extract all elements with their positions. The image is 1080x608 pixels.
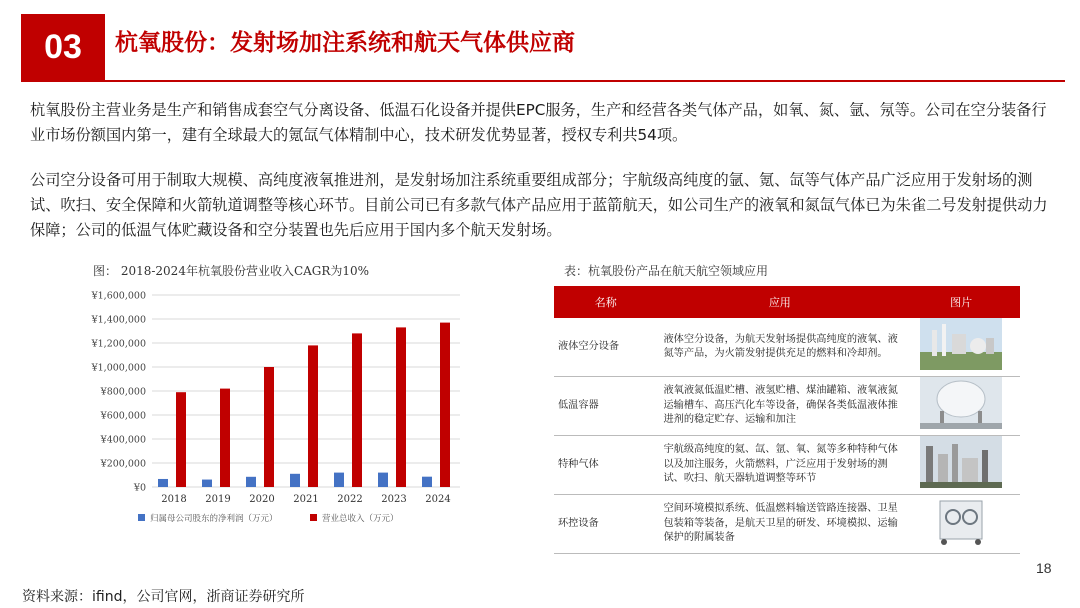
x-tick-label: 2020 — [249, 494, 275, 505]
product-name: 特种气体 — [554, 436, 657, 495]
net-profit-bar — [290, 474, 300, 487]
revenue-bar — [176, 392, 186, 487]
product-application: 宇航级高纯度的氦、氙、氩、氧、氮等多种特种气体以及加注服务，火箭燃料，广泛应用于发射场的测试、吹扫、航天器轨道调整等环节 — [657, 436, 902, 495]
page-number: 18 — [1036, 560, 1052, 576]
table-row — [554, 377, 1020, 436]
table-row — [554, 436, 1020, 495]
product-application-table — [554, 286, 1020, 554]
x-tick-label: 2023 — [381, 494, 407, 505]
x-tick-label: 2024 — [425, 494, 451, 505]
legend-swatch — [310, 514, 317, 521]
x-tick-label: 2021 — [293, 494, 319, 505]
net-profit-bar — [202, 480, 212, 487]
net-profit-bar — [334, 473, 344, 487]
revenue-bar — [220, 389, 230, 487]
legend-label: 营业总收入（万元） — [322, 514, 399, 524]
y-tick-label: ¥400,000 — [100, 434, 146, 446]
y-tick-label: ¥1,000,000 — [91, 362, 146, 374]
revenue-bar — [440, 323, 450, 487]
cryogenic-tank-image — [920, 377, 1002, 429]
y-tick-label: ¥0 — [133, 482, 146, 494]
y-tick-label: ¥1,200,000 — [91, 338, 146, 350]
x-tick-label: 2022 — [337, 494, 363, 505]
gas-facility-image — [920, 436, 1002, 488]
product-name: 环控设备 — [554, 495, 657, 554]
x-tick-label: 2019 — [205, 494, 231, 505]
net-profit-bar — [378, 473, 388, 487]
application-paragraph: 公司空分设备可用于制取大规模、高纯度液氧推进剂，是发射场加注系统重要组成部分；宇航级高纯度的氩、氪、氙等气体产品广泛应用于发射场的测试、吹扫、安全保障和火箭轨道调整等核心环节。目前公司已有多款气体产品应用于蓝箭航天，如公司生产的液氧和氮氙气体已为朱雀二号发射提供动力保障；公司的低温气体贮藏设备和空分装置也先后应用于国内多个航天发射场。 — [30, 171, 1048, 239]
source-note: 资料来源：ifind，公司官网，浙商证券研究所 — [22, 589, 305, 605]
air-separation-plant-image — [920, 318, 1002, 370]
page-title: 杭氧股份：发射场加注系统和航天气体供应商 — [115, 30, 575, 56]
y-tick-label: ¥1,600,000 — [91, 290, 146, 302]
product-application: 液体空分设备，为航天发射场提供高纯度的液氧、液氮等产品，为火箭发射提供充足的燃料和冷却剂。 — [657, 318, 902, 377]
net-profit-bar — [246, 477, 256, 487]
revenue-bar — [308, 345, 318, 487]
intro-paragraph: 杭氧股份主营业务是生产和销售成套空气分离设备、低温石化设备并提供EPC服务，生产和经营各类气体产品，如氧、氮、氩、氖等。公司在空分装备行业市场份额国内第一，建有全球最大的氪氙气体精制中心，技术研发优势显著，授权专利共54项。 — [30, 101, 1047, 144]
legend-swatch — [138, 514, 145, 521]
product-application: 液氧液氮低温贮槽、液氢贮槽、煤油罐箱、液氧液氮运输槽车、高压汽化车等设备，确保各类低温液体推进剂的稳定贮存、运输和加注 — [657, 377, 902, 436]
product-name: 液体空分设备 — [554, 318, 657, 377]
table-title: 表：杭氧股份产品在航天航空领域应用 — [564, 264, 769, 278]
revenue-bar-chart — [80, 283, 470, 543]
legend-label: 归属母公司股东的净利润（万元） — [150, 514, 278, 524]
net-profit-bar — [158, 479, 168, 487]
header-name: 名称 — [554, 286, 657, 318]
net-profit-bar — [422, 477, 432, 487]
chart-title: 图： 2018-2024年杭氧股份营业收入CAGR为10% — [93, 264, 370, 278]
section-number-badge: 03 — [21, 14, 105, 80]
revenue-bar — [352, 333, 362, 487]
title-divider — [21, 80, 1065, 82]
revenue-bar — [264, 367, 274, 487]
environmental-control-unit-image — [920, 495, 1002, 547]
y-tick-label: ¥1,400,000 — [91, 314, 146, 326]
y-tick-label: ¥800,000 — [100, 386, 146, 398]
product-application: 空间环境模拟系统、低温燃料输送管路连接器、卫星包装箱等装备，是航天卫星的研发、环境模拟、运输保护的附属装备 — [657, 495, 902, 554]
header-image: 图片 — [902, 286, 1020, 318]
revenue-bar — [396, 327, 406, 487]
table-row — [554, 318, 1020, 377]
table-header-row — [554, 286, 1020, 318]
product-name: 低温容器 — [554, 377, 657, 436]
y-tick-label: ¥600,000 — [100, 410, 146, 422]
table-row — [554, 495, 1020, 554]
header-application: 应用 — [657, 286, 902, 318]
y-tick-label: ¥200,000 — [100, 458, 146, 470]
x-tick-label: 2018 — [161, 494, 187, 505]
